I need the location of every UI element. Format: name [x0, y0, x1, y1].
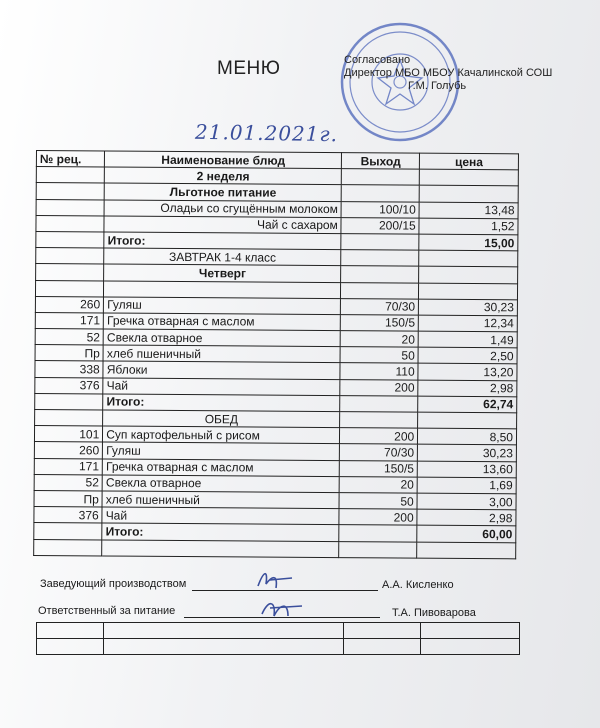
recipe-number-cell [35, 409, 103, 426]
recipe-number-cell [36, 248, 104, 265]
production-name: А.А. Кисленко [382, 579, 454, 591]
dish-name-cell: Суп картофельный с рисом [103, 426, 340, 444]
price-cell [418, 412, 517, 429]
recipe-number-cell: 376 [35, 377, 103, 394]
page-title: МЕНЮ [217, 58, 281, 79]
portion-cell [339, 525, 417, 542]
signature-scribble-icon [252, 566, 300, 594]
dish-name-cell: Четверг [104, 264, 341, 282]
responsible-label: Ответственный за питание [38, 605, 176, 617]
portion-cell: 20 [339, 476, 417, 493]
portion-cell: 200 [340, 379, 418, 396]
portion-cell [340, 412, 418, 429]
price-cell: 12,34 [418, 315, 517, 332]
portion-cell: 70/30 [341, 298, 419, 315]
portion-cell: 110 [340, 363, 418, 380]
dish-name-cell: Гуляш [104, 297, 341, 315]
price-cell: 1,49 [418, 331, 517, 348]
recipe-number-cell [36, 264, 104, 281]
recipe-number-cell [36, 167, 104, 184]
approval-line: Директор МБО МБОУ Качалинской СОШ [344, 67, 553, 79]
dish-name-cell: хлеб пшеничный [102, 491, 339, 509]
recipe-number-cell: 52 [34, 474, 102, 491]
price-cell: 2,98 [417, 509, 516, 526]
dish-name-cell: хлеб пшеничный [103, 345, 340, 363]
approval-line: Согласовано [344, 54, 411, 66]
price-cell [419, 186, 518, 203]
dish-name-cell: ОБЕД [103, 410, 340, 428]
recipe-number-cell [36, 183, 104, 200]
price-cell [417, 542, 516, 559]
portion-cell [340, 395, 418, 412]
recipe-number-cell: 376 [34, 507, 102, 524]
dish-name-cell: Итого: [102, 523, 339, 541]
dish-name-cell [104, 280, 341, 298]
portion-cell [339, 541, 417, 558]
approval-line: Г.М. Голубь [408, 80, 467, 92]
recipe-number-cell [34, 539, 102, 556]
dish-name-cell: Чай с сахаром [104, 216, 341, 234]
recipe-number-cell [35, 393, 103, 410]
portion-cell: 200 [339, 509, 417, 526]
price-cell: 62,74 [418, 396, 517, 413]
recipe-number-cell [36, 231, 104, 248]
table-row [37, 623, 520, 639]
recipe-number-cell: 171 [34, 458, 102, 475]
dish-name-cell: Свекла отварное [102, 475, 339, 493]
dish-name-cell: Льготное питание [104, 183, 341, 201]
dish-name-cell: Свекла отварное [103, 329, 340, 347]
portion-cell [342, 169, 420, 186]
price-cell: 13,48 [419, 202, 518, 219]
recipe-number-cell: 52 [35, 329, 103, 346]
recipe-number-cell: 338 [35, 361, 103, 378]
table-body [34, 167, 519, 559]
portion-cell: 20 [340, 331, 418, 348]
column-header: цена [420, 153, 519, 170]
price-cell: 30,23 [418, 445, 517, 462]
column-header: № рец. [36, 151, 104, 168]
dish-name-cell: Чай [103, 378, 340, 396]
recipe-number-cell: 101 [34, 426, 102, 443]
dish-name-cell: Гречка отварная с маслом [103, 459, 340, 477]
dish-name-cell: Итого: [104, 232, 341, 250]
portion-cell: 50 [339, 493, 417, 510]
portion-cell: 150/5 [340, 460, 418, 477]
portion-cell: 100/10 [341, 201, 419, 218]
portion-cell: 200/15 [341, 217, 419, 234]
portion-cell: 200 [340, 428, 418, 445]
price-cell: 8,50 [418, 428, 517, 445]
table-row [34, 539, 516, 559]
approval-block [344, 54, 552, 93]
responsible-name: Т.А. Пивоварова [392, 607, 476, 619]
recipe-number-cell: 260 [34, 442, 102, 459]
portion-cell: 50 [340, 347, 418, 364]
price-cell: 2,50 [418, 347, 517, 364]
portion-cell: 150/5 [341, 315, 419, 332]
dish-name-cell: Итого: [103, 394, 340, 412]
menu-table [33, 150, 519, 559]
price-cell: 3,00 [417, 493, 516, 510]
price-cell: 1,69 [417, 477, 516, 494]
empty-footer-table [36, 622, 520, 655]
dish-name-cell: Гуляш [103, 442, 340, 460]
price-cell [419, 169, 518, 186]
portion-cell [341, 266, 419, 283]
recipe-number-cell: Пр [35, 345, 103, 362]
recipe-number-cell [34, 523, 102, 540]
price-cell: 13,20 [418, 364, 517, 381]
dish-name-cell [102, 539, 339, 557]
portion-cell [341, 234, 419, 251]
signature-scribble-icon [258, 596, 308, 622]
portion-cell [341, 282, 419, 299]
recipe-number-cell: Пр [34, 490, 102, 507]
price-cell: 13,60 [417, 461, 516, 478]
dish-name-cell: Гречка отварная с маслом [104, 313, 341, 331]
dish-name-cell: Яблоки [103, 361, 340, 379]
recipe-number-cell [35, 280, 103, 297]
production-label: Заведующий производством [40, 578, 187, 590]
price-cell [419, 283, 518, 300]
price-cell: 15,00 [419, 234, 518, 251]
recipe-number-cell: 260 [35, 296, 103, 313]
price-cell: 60,00 [417, 525, 516, 542]
price-cell: 2,98 [418, 380, 517, 397]
recipe-number-cell: 171 [35, 312, 103, 329]
dish-name-cell: 2 неделя [105, 167, 342, 185]
recipe-number-cell [36, 199, 104, 216]
price-cell [419, 266, 518, 283]
price-cell: 1,52 [419, 218, 518, 235]
portion-cell: 70/30 [340, 444, 418, 461]
portion-cell [341, 250, 419, 267]
handwritten-date: 21.01.2021г. [194, 119, 339, 147]
price-cell [419, 250, 518, 267]
table-row [37, 639, 520, 655]
column-header: Наименование блюд [105, 151, 342, 169]
price-cell: 30,23 [419, 299, 518, 316]
dish-name-cell: Чай [102, 507, 339, 525]
recipe-number-cell [36, 215, 104, 232]
dish-name-cell: Оладьи со сгущённым молоком [104, 200, 341, 218]
portion-cell [341, 185, 419, 202]
dish-name-cell: ЗАВТРАК 1-4 класс [104, 248, 341, 266]
column-header: Выход [342, 153, 420, 170]
